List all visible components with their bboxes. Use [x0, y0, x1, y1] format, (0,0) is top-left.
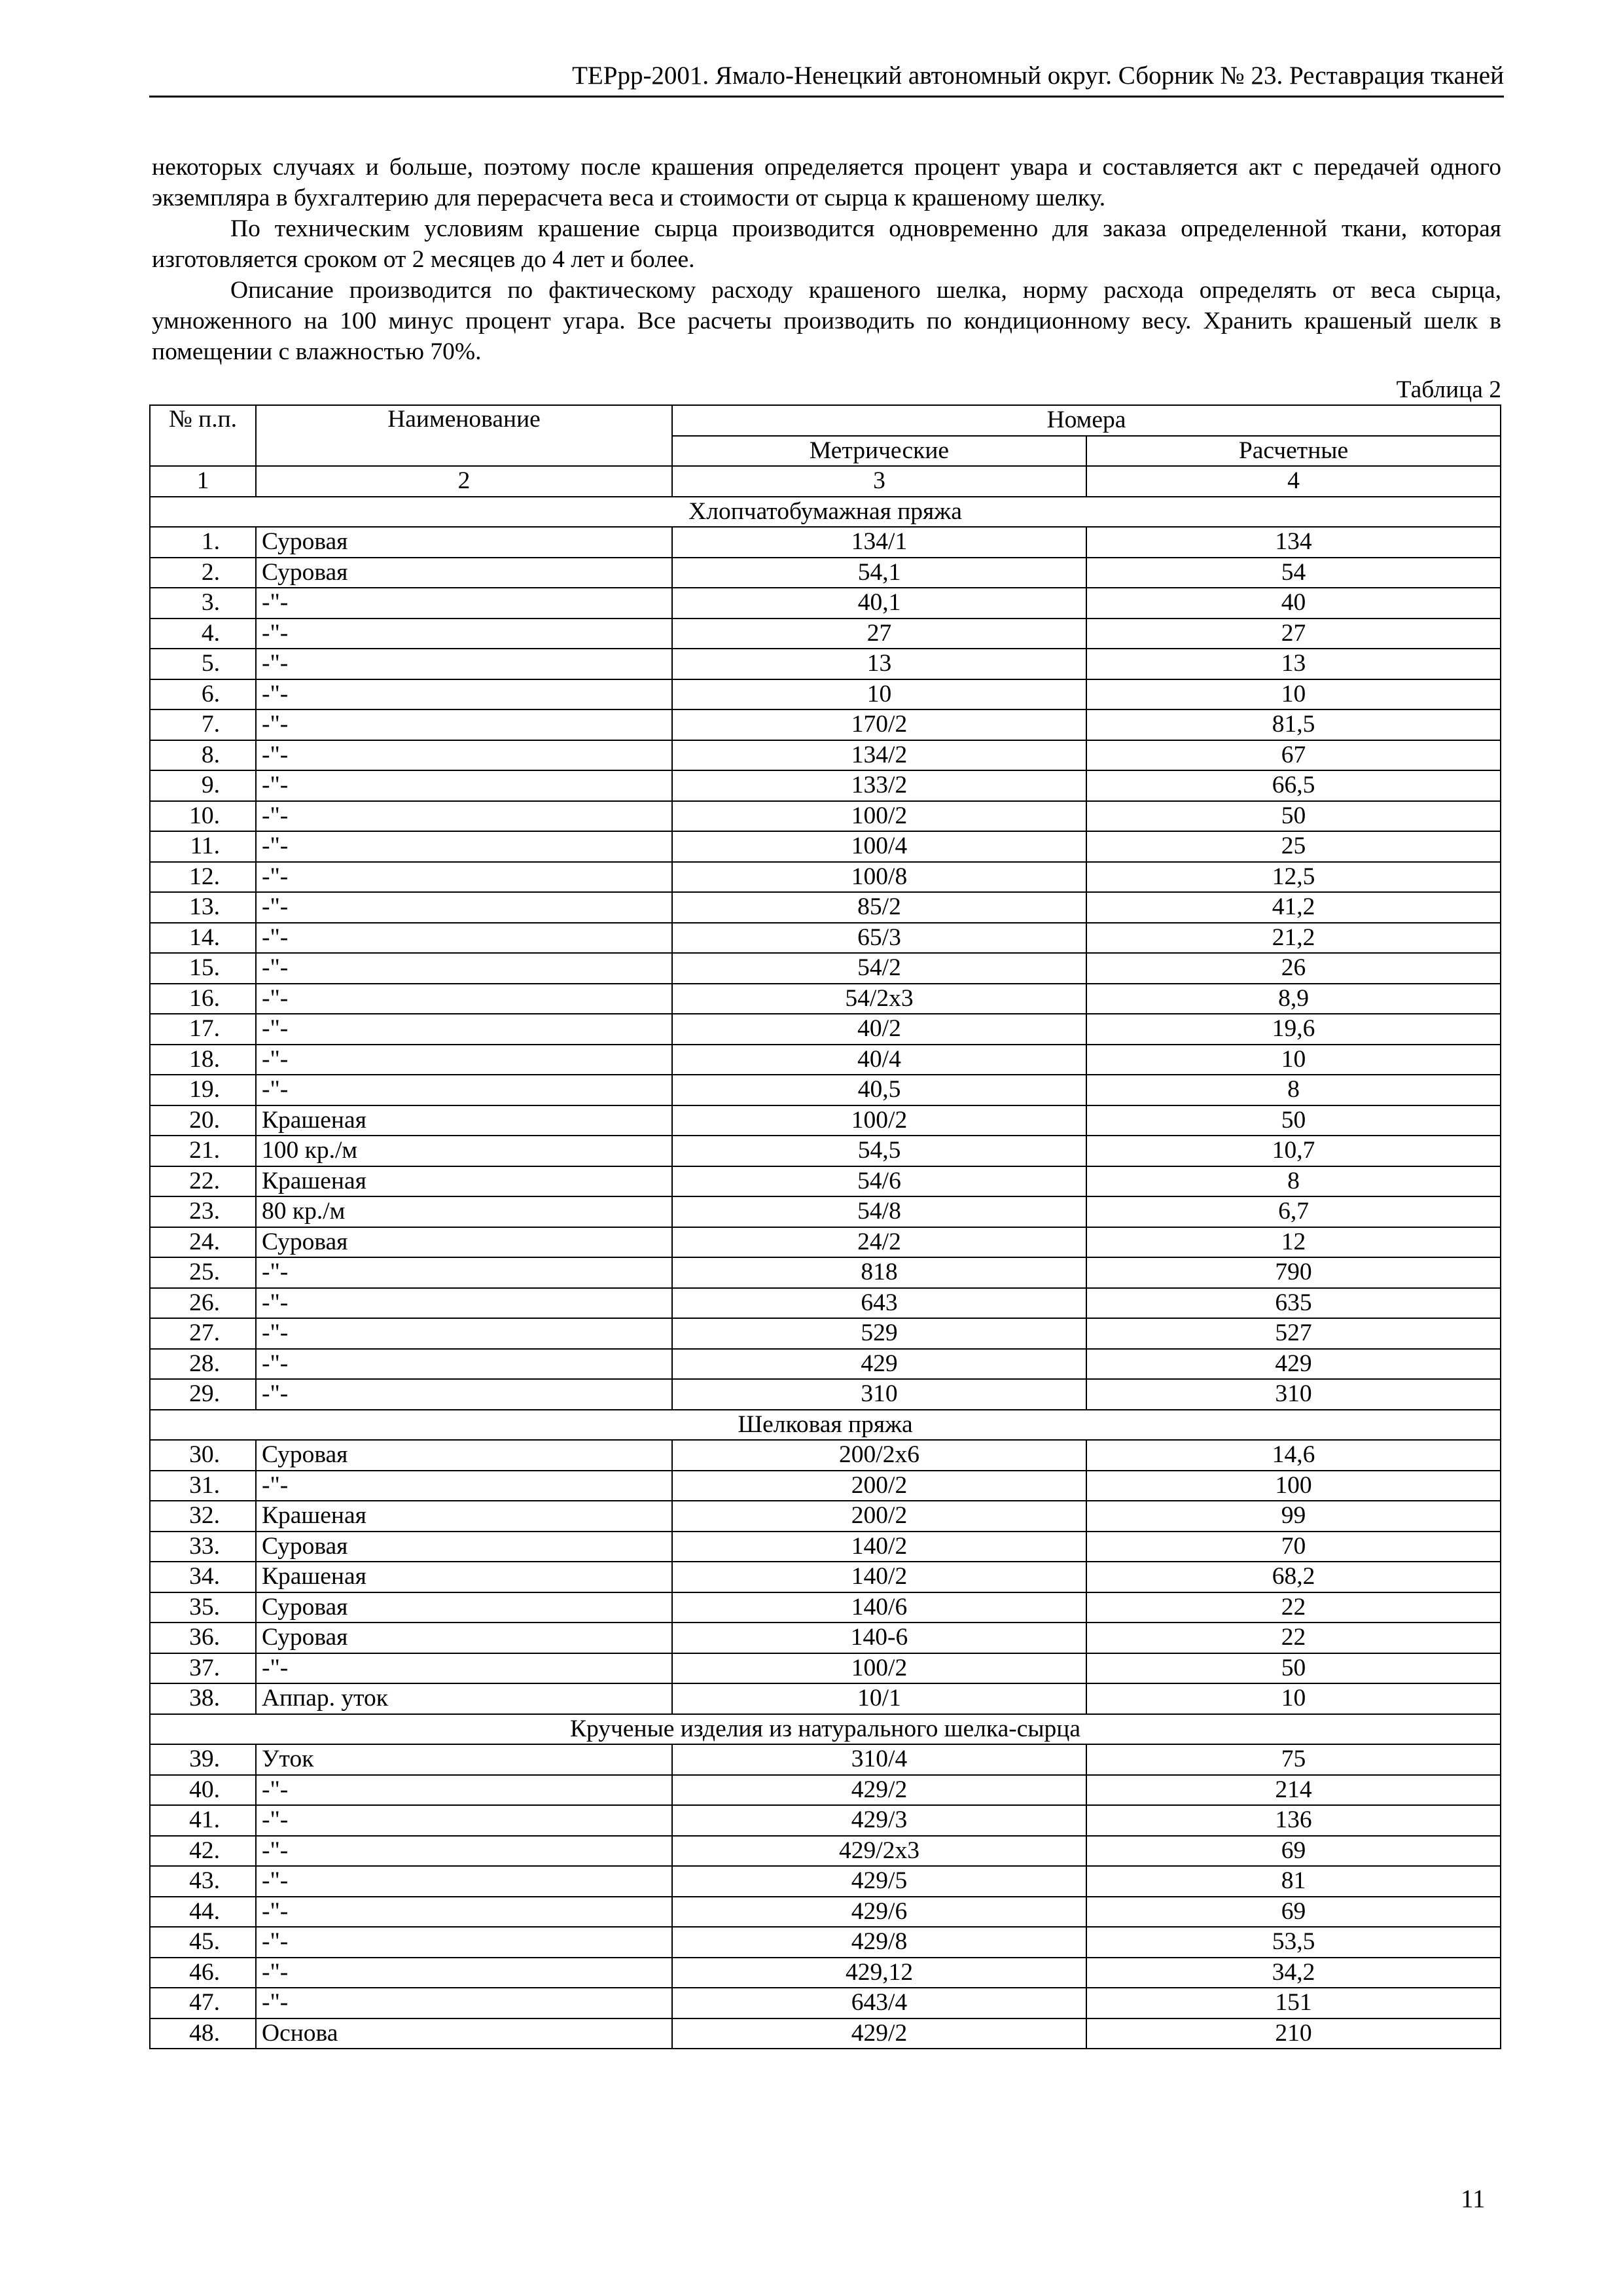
table-row [150, 892, 1501, 923]
cell-name: -"- [256, 649, 672, 679]
cell-num: 44. [150, 1897, 256, 1928]
table-row [150, 1775, 1501, 1806]
table-row [150, 588, 1501, 619]
cell-num: 30. [150, 1440, 256, 1471]
table-row [150, 1562, 1501, 1592]
cell-metric: 170/2 [672, 709, 1086, 740]
cell-metric: 818 [672, 1257, 1086, 1288]
cell-metric: 40/2 [672, 1014, 1086, 1045]
cell-num: 17. [150, 1014, 256, 1045]
cell-num: 38. [150, 1683, 256, 1714]
table-row [150, 1927, 1501, 1958]
cell-num: 3. [150, 588, 256, 619]
table-row [150, 1471, 1501, 1501]
cell-calc: 151 [1086, 1988, 1501, 2018]
table-row [150, 1196, 1501, 1227]
cell-calc: 54 [1086, 558, 1501, 588]
cell-calc: 10 [1086, 1683, 1501, 1714]
cell-calc: 13 [1086, 649, 1501, 679]
cell-metric: 529 [672, 1318, 1086, 1349]
cell-num: 34. [150, 1562, 256, 1592]
cell-metric: 200/2 [672, 1501, 1086, 1532]
cell-name: Суровая [256, 527, 672, 558]
cell-name: Крашеная [256, 1105, 672, 1136]
cell-metric: 65/3 [672, 923, 1086, 954]
cell-name: 80 кр./м [256, 1196, 672, 1227]
table-row [150, 1958, 1501, 1988]
table-row [150, 527, 1501, 558]
cell-calc: 10,7 [1086, 1136, 1501, 1166]
cell-metric: 429/3 [672, 1805, 1086, 1836]
cell-metric: 54/2х3 [672, 984, 1086, 1014]
cell-name: -"- [256, 740, 672, 771]
cell-name: -"- [256, 1927, 672, 1958]
table-row [150, 649, 1501, 679]
paragraph-continuation: некоторых случаях и больше, поэтому после крашения определяется процент увара и составляется акт с передачей одного экземпляра в бухгалтерию для перерасчета веса и стоимости от сырца к крашеному шелку. [152, 154, 1501, 211]
cell-num: 31. [150, 1471, 256, 1501]
cell-metric: 100/2 [672, 801, 1086, 832]
cell-name: -"- [256, 801, 672, 832]
table-row [150, 1805, 1501, 1836]
table-row [150, 679, 1501, 710]
table-row [150, 1257, 1501, 1288]
cell-metric: 54,1 [672, 558, 1086, 588]
cell-metric: 40,1 [672, 588, 1086, 619]
section-row [150, 497, 1501, 528]
running-header: ТЕРрр-2001. Ямало-Ненецкий автономный округ. Сборник № 23. Реставрация тканей [149, 60, 1504, 98]
cell-name: 100 кр./м [256, 1136, 672, 1166]
cell-name: Крашеная [256, 1562, 672, 1592]
section-title: Хлопчатобумажная пряжа [150, 497, 1501, 528]
cell-name: -"- [256, 709, 672, 740]
cell-name: -"- [256, 770, 672, 801]
cell-metric: 100/2 [672, 1653, 1086, 1684]
table-row [150, 1897, 1501, 1928]
table-row [150, 1105, 1501, 1136]
cell-calc: 50 [1086, 801, 1501, 832]
table-row [150, 1532, 1501, 1562]
table-row [150, 709, 1501, 740]
cell-calc: 50 [1086, 1105, 1501, 1136]
cell-metric: 429/6 [672, 1897, 1086, 1928]
cell-name: -"- [256, 679, 672, 710]
cell-calc: 6,7 [1086, 1196, 1501, 1227]
cell-calc: 19,6 [1086, 1014, 1501, 1045]
cell-name: Суровая [256, 1623, 672, 1653]
cell-calc: 21,2 [1086, 923, 1501, 954]
cell-calc: 99 [1086, 1501, 1501, 1532]
section-title: Шелковая пряжа [150, 1410, 1501, 1441]
cell-name: -"- [256, 1349, 672, 1380]
cell-metric: 429/2 [672, 2018, 1086, 2049]
table-row [150, 1227, 1501, 1258]
cell-metric: 643 [672, 1288, 1086, 1319]
cell-name: -"- [256, 1775, 672, 1806]
cell-name: Крашеная [256, 1501, 672, 1532]
cell-calc: 136 [1086, 1805, 1501, 1836]
cell-metric: 134/2 [672, 740, 1086, 771]
cell-metric: 10/1 [672, 1683, 1086, 1714]
header-name: Наименование [256, 405, 672, 466]
header-numbers-group: Номера [672, 405, 1501, 436]
cell-name: -"- [256, 1653, 672, 1684]
cell-metric: 54,5 [672, 1136, 1086, 1166]
table-row [150, 1988, 1501, 2018]
table-row [150, 558, 1501, 588]
table-row [150, 953, 1501, 984]
cell-num: 28. [150, 1349, 256, 1380]
cell-calc: 27 [1086, 619, 1501, 649]
cell-num: 18. [150, 1045, 256, 1075]
cell-calc: 429 [1086, 1349, 1501, 1380]
cell-metric: 429/8 [672, 1927, 1086, 1958]
cell-num: 24. [150, 1227, 256, 1258]
cell-name: Суровая [256, 1440, 672, 1471]
section-row [150, 1714, 1501, 1745]
cell-calc: 12 [1086, 1227, 1501, 1258]
cell-num: 46. [150, 1958, 256, 1988]
cell-metric: 643/4 [672, 1988, 1086, 2018]
cell-calc: 214 [1086, 1775, 1501, 1806]
table-row [150, 801, 1501, 832]
table-row [150, 1014, 1501, 1045]
cell-name: -"- [256, 1988, 672, 2018]
cell-num: 21. [150, 1136, 256, 1166]
cell-num: 43. [150, 1866, 256, 1897]
table-row [150, 1166, 1501, 1197]
cell-metric: 429 [672, 1349, 1086, 1380]
cell-num: 35. [150, 1592, 256, 1623]
body-text [152, 152, 1501, 367]
cell-metric: 100/4 [672, 831, 1086, 862]
cell-num: 20. [150, 1105, 256, 1136]
cell-name: -"- [256, 1471, 672, 1501]
cell-calc: 635 [1086, 1288, 1501, 1319]
table-row [150, 1501, 1501, 1532]
cell-name: Суровая [256, 1592, 672, 1623]
cell-num: 27. [150, 1318, 256, 1349]
cell-name: Основа [256, 2018, 672, 2049]
cell-calc: 26 [1086, 953, 1501, 984]
cell-metric: 100/2 [672, 1105, 1086, 1136]
cell-num: 45. [150, 1927, 256, 1958]
cell-name: -"- [256, 1318, 672, 1349]
cell-name: -"- [256, 1257, 672, 1288]
cell-calc: 41,2 [1086, 892, 1501, 923]
cell-metric: 13 [672, 649, 1086, 679]
cell-name: -"- [256, 923, 672, 954]
cell-calc: 527 [1086, 1318, 1501, 1349]
cell-calc: 67 [1086, 740, 1501, 771]
section-title: Крученые изделия из натурального шелка-сырца [150, 1714, 1501, 1745]
cell-metric: 40,5 [672, 1075, 1086, 1105]
cell-name: -"- [256, 1805, 672, 1836]
cell-calc: 22 [1086, 1592, 1501, 1623]
cell-metric: 27 [672, 619, 1086, 649]
cell-num: 12. [150, 862, 256, 893]
cell-calc: 34,2 [1086, 1958, 1501, 1988]
cell-num: 16. [150, 984, 256, 1014]
table-row [150, 770, 1501, 801]
cell-metric: 54/6 [672, 1166, 1086, 1197]
table-row [150, 1592, 1501, 1623]
cell-num: 37. [150, 1653, 256, 1684]
cell-calc: 8,9 [1086, 984, 1501, 1014]
cell-name: -"- [256, 1897, 672, 1928]
cell-num: 29. [150, 1379, 256, 1410]
cell-name: -"- [256, 1836, 672, 1867]
cell-calc: 8 [1086, 1075, 1501, 1105]
header-calc: Расчетные [1086, 436, 1501, 467]
cell-num: 26. [150, 1288, 256, 1319]
cell-name: Суровая [256, 558, 672, 588]
cell-metric: 140/6 [672, 1592, 1086, 1623]
cell-calc: 66,5 [1086, 770, 1501, 801]
cell-num: 33. [150, 1532, 256, 1562]
cell-metric: 310 [672, 1379, 1086, 1410]
cell-name: -"- [256, 892, 672, 923]
cell-num: 9. [150, 770, 256, 801]
column-number: 3 [672, 466, 1086, 497]
cell-name: -"- [256, 831, 672, 862]
table-row [150, 1288, 1501, 1319]
cell-name: -"- [256, 1866, 672, 1897]
cell-num: 36. [150, 1623, 256, 1653]
cell-name: -"- [256, 984, 672, 1014]
table-row [150, 1136, 1501, 1166]
cell-num: 48. [150, 2018, 256, 2049]
cell-name: -"- [256, 1288, 672, 1319]
cell-calc: 81,5 [1086, 709, 1501, 740]
cell-calc: 100 [1086, 1471, 1501, 1501]
cell-name: -"- [256, 953, 672, 984]
paragraph-consumption-norm: Описание производится по фактическому расходу крашеного шелка, норму расхода определять от веса сырца, умноженного на 100 минус процент угара. Все расчеты производить по кондиционному весу. Хранить крашеный шелк в помещении с влажностью 70%. [152, 277, 1501, 365]
cell-metric: 100/8 [672, 862, 1086, 893]
table-row [150, 1318, 1501, 1349]
cell-metric: 140/2 [672, 1532, 1086, 1562]
table-row [150, 831, 1501, 862]
cell-calc: 12,5 [1086, 862, 1501, 893]
cell-num: 42. [150, 1836, 256, 1867]
cell-metric: 133/2 [672, 770, 1086, 801]
column-number: 2 [256, 466, 672, 497]
column-number: 1 [150, 466, 256, 497]
cell-num: 5. [150, 649, 256, 679]
table-row [150, 1349, 1501, 1380]
cell-num: 15. [150, 953, 256, 984]
cell-metric: 429,12 [672, 1958, 1086, 1988]
cell-num: 6. [150, 679, 256, 710]
cell-metric: 85/2 [672, 892, 1086, 923]
page-number: 11 [1461, 2185, 1486, 2213]
table-row [150, 1683, 1501, 1714]
cell-metric: 24/2 [672, 1227, 1086, 1258]
cell-num: 2. [150, 558, 256, 588]
cell-num: 40. [150, 1775, 256, 1806]
header-num: № п.п. [150, 405, 256, 466]
table-row [150, 1045, 1501, 1075]
cell-num: 25. [150, 1257, 256, 1288]
cell-metric: 54/8 [672, 1196, 1086, 1227]
cell-num: 14. [150, 923, 256, 954]
table-row [150, 1623, 1501, 1653]
cell-name: -"- [256, 862, 672, 893]
header-metric: Метрические [672, 436, 1086, 467]
table-row [150, 740, 1501, 771]
cell-calc: 69 [1086, 1836, 1501, 1867]
cell-name: -"- [256, 1379, 672, 1410]
cell-metric: 140/2 [672, 1562, 1086, 1592]
cell-num: 22. [150, 1166, 256, 1197]
cell-metric: 200/2х6 [672, 1440, 1086, 1471]
table-row [150, 1836, 1501, 1867]
cell-name: Аппар. уток [256, 1683, 672, 1714]
cell-name: -"- [256, 1045, 672, 1075]
cell-name: -"- [256, 619, 672, 649]
yarn-numbers-table [149, 404, 1501, 2049]
cell-calc: 8 [1086, 1166, 1501, 1197]
cell-calc: 310 [1086, 1379, 1501, 1410]
table-row [150, 1075, 1501, 1105]
cell-name: Суровая [256, 1227, 672, 1258]
table-row [150, 1653, 1501, 1684]
cell-calc: 134 [1086, 527, 1501, 558]
section-row [150, 1410, 1501, 1441]
cell-calc: 81 [1086, 1866, 1501, 1897]
table-row [150, 2018, 1501, 2049]
cell-name: -"- [256, 588, 672, 619]
cell-name: Суровая [256, 1532, 672, 1562]
table-row [150, 619, 1501, 649]
cell-calc: 40 [1086, 588, 1501, 619]
cell-metric: 54/2 [672, 953, 1086, 984]
cell-num: 47. [150, 1988, 256, 2018]
cell-name: Уток [256, 1744, 672, 1775]
cell-calc: 70 [1086, 1532, 1501, 1562]
cell-num: 41. [150, 1805, 256, 1836]
cell-name: Крашеная [256, 1166, 672, 1197]
column-number: 4 [1086, 466, 1501, 497]
cell-metric: 40/4 [672, 1045, 1086, 1075]
paragraph-dyeing-conditions: По техническим условиям крашение сырца производится одновременно для заказа определенной ткани, которая изготовляется сроком от 2 месяцев до 4 лет и более. [152, 215, 1501, 273]
cell-num: 39. [150, 1744, 256, 1775]
cell-name: -"- [256, 1958, 672, 1988]
cell-num: 8. [150, 740, 256, 771]
cell-metric: 429/2х3 [672, 1836, 1086, 1867]
table-row [150, 1744, 1501, 1775]
cell-num: 1. [150, 527, 256, 558]
cell-metric: 134/1 [672, 527, 1086, 558]
cell-calc: 10 [1086, 679, 1501, 710]
table-caption: Таблица 2 [1396, 376, 1501, 403]
cell-num: 23. [150, 1196, 256, 1227]
cell-metric: 429/2 [672, 1775, 1086, 1806]
table-row [150, 1440, 1501, 1471]
cell-calc: 50 [1086, 1653, 1501, 1684]
cell-metric: 310/4 [672, 1744, 1086, 1775]
cell-calc: 25 [1086, 831, 1501, 862]
cell-calc: 210 [1086, 2018, 1501, 2049]
cell-calc: 75 [1086, 1744, 1501, 1775]
cell-calc: 22 [1086, 1623, 1501, 1653]
cell-name: -"- [256, 1075, 672, 1105]
cell-num: 11. [150, 831, 256, 862]
table-row [150, 862, 1501, 893]
cell-num: 4. [150, 619, 256, 649]
cell-calc: 14,6 [1086, 1440, 1501, 1471]
cell-calc: 10 [1086, 1045, 1501, 1075]
cell-num: 32. [150, 1501, 256, 1532]
cell-num: 19. [150, 1075, 256, 1105]
table-body [150, 497, 1501, 2049]
cell-metric: 429/5 [672, 1866, 1086, 1897]
table-row [150, 923, 1501, 954]
cell-calc: 68,2 [1086, 1562, 1501, 1592]
table-row [150, 1866, 1501, 1897]
cell-num: 13. [150, 892, 256, 923]
cell-calc: 790 [1086, 1257, 1501, 1288]
table-row [150, 984, 1501, 1014]
cell-calc: 53,5 [1086, 1927, 1501, 1958]
cell-calc: 69 [1086, 1897, 1501, 1928]
cell-num: 10. [150, 801, 256, 832]
cell-metric: 200/2 [672, 1471, 1086, 1501]
cell-name: -"- [256, 1014, 672, 1045]
table-row [150, 1379, 1501, 1410]
cell-num: 7. [150, 709, 256, 740]
cell-metric: 10 [672, 679, 1086, 710]
cell-metric: 140-6 [672, 1623, 1086, 1653]
